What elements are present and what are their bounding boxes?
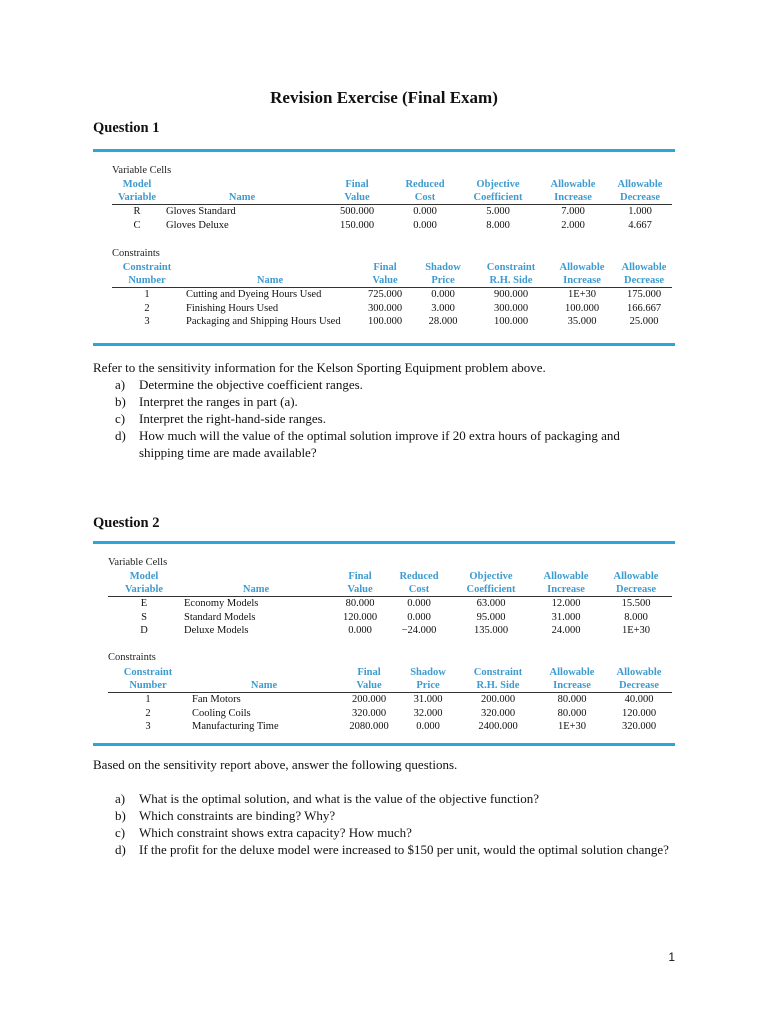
q1-question-text: [93, 359, 693, 461]
list-item: a) Determine the objective coefficient ranges.: [115, 377, 363, 392]
table-row: E Economy Models 80.000 0.000 63.000 12.000 15.500: [140, 598, 651, 610]
q1-variable-header-row-2: Variable Name Value Cost Coefficient Increase Decrease: [112, 191, 672, 205]
q1-constraints-label: Constraints: [112, 248, 160, 259]
q2-variable-header-row-2: Variable Name Value Cost Coefficient Increase Decrease: [108, 583, 672, 597]
list-item: b) Interpret the ranges in part (a).: [115, 394, 298, 409]
q2-intro: Based on the sensitivity report above, answer the following questions.: [93, 757, 458, 772]
table-row: S Standard Models 120.000 0.000 95.000 31.000 8.000: [141, 611, 648, 623]
q2-constraints-label: Constraints: [108, 652, 156, 663]
q2-item-list: [93, 790, 693, 858]
q2-bottom-rule: [93, 743, 675, 746]
table-row: D Deluxe Models 0.000 −24.000 135.000 24.000 1E+30: [140, 624, 651, 636]
list-item: c) Interpret the right-hand-side ranges.: [115, 411, 326, 426]
table-row: 3 Manufacturing Time 2080.000 0.000 2400.000 1E+30 320.000: [145, 720, 657, 732]
table-row: 1 Cutting and Dyeing Hours Used 725.000 0.000 900.000 1E+30 175.000: [144, 289, 662, 301]
page-number: 1: [668, 950, 675, 964]
q1-constraint-header-row-2: Number Name Value Price R.H. Side Increase Decrease: [112, 274, 672, 288]
document-title: Revision Exercise (Final Exam): [270, 88, 498, 107]
q1-variable-cells-table: [112, 178, 672, 232]
q1-constraints-table: [112, 261, 672, 328]
question-1-heading: Question 1: [93, 120, 160, 136]
table-row: C Gloves Deluxe 150.000 0.000 8.000 2.000 4.667: [133, 219, 652, 231]
q2-variable-header-row-1: Model Final Reduced Objective Allowable Allowable: [129, 571, 659, 582]
q1-variable-header-row-1: Model Final Reduced Objective Allowable Allowable: [122, 179, 663, 190]
q1-variable-cells-label: Variable Cells: [112, 165, 172, 176]
q2-constraint-header-row-2: Number Name Value Price R.H. Side Increase Decrease: [108, 679, 672, 693]
list-item: b) Which constraints are binding? Why?: [115, 808, 336, 823]
q1-item-list: [93, 376, 693, 461]
q2-constraint-header-row-1: Constraint Final Shadow Constraint Allowable Allowable: [123, 667, 662, 678]
table-row: R Gloves Standard 500.000 0.000 5.000 7.000 1.000: [133, 206, 652, 218]
question-2-heading: Question 2: [93, 515, 160, 531]
table-row: 2 Cooling Coils 320.000 32.000 320.000 80.000 120.000: [145, 707, 657, 719]
q2-top-rule: [93, 541, 675, 544]
table-row: 2 Finishing Hours Used 300.000 3.000 300.000 100.000 166.667: [144, 302, 662, 314]
q1-intro: Refer to the sensitivity information for the Kelson Sporting Equipment problem above.: [93, 360, 546, 375]
q1-constraint-header-row-1: Constraint Final Shadow Constraint Allowable Allowable: [122, 262, 667, 273]
list-item: d) If the profit for the deluxe model were increased to $150 per unit, would the optimal solution change?: [115, 842, 669, 857]
q2-variable-cells-label: Variable Cells: [108, 557, 168, 568]
q2-variable-cells-table: [108, 570, 672, 637]
q2-constraints-table: [108, 666, 672, 733]
q1-bottom-rule: [93, 343, 675, 346]
list-item: d) How much will the value of the optimal solution improve if 20 extra hours of packaging and shipping time are made available?: [115, 428, 620, 460]
list-item: a) What is the optimal solution, and what is the value of the objective function?: [115, 791, 540, 806]
q1-top-rule: [93, 149, 675, 152]
q2-question-text: [93, 756, 693, 858]
table-row: 1 Fan Motors 200.000 31.000 200.000 80.000 40.000: [145, 694, 654, 706]
list-item: c) Which constraint shows extra capacity? How much?: [115, 825, 412, 840]
table-row: 3 Packaging and Shipping Hours Used 100.000 28.000 100.000 35.000 25.000: [144, 315, 659, 327]
